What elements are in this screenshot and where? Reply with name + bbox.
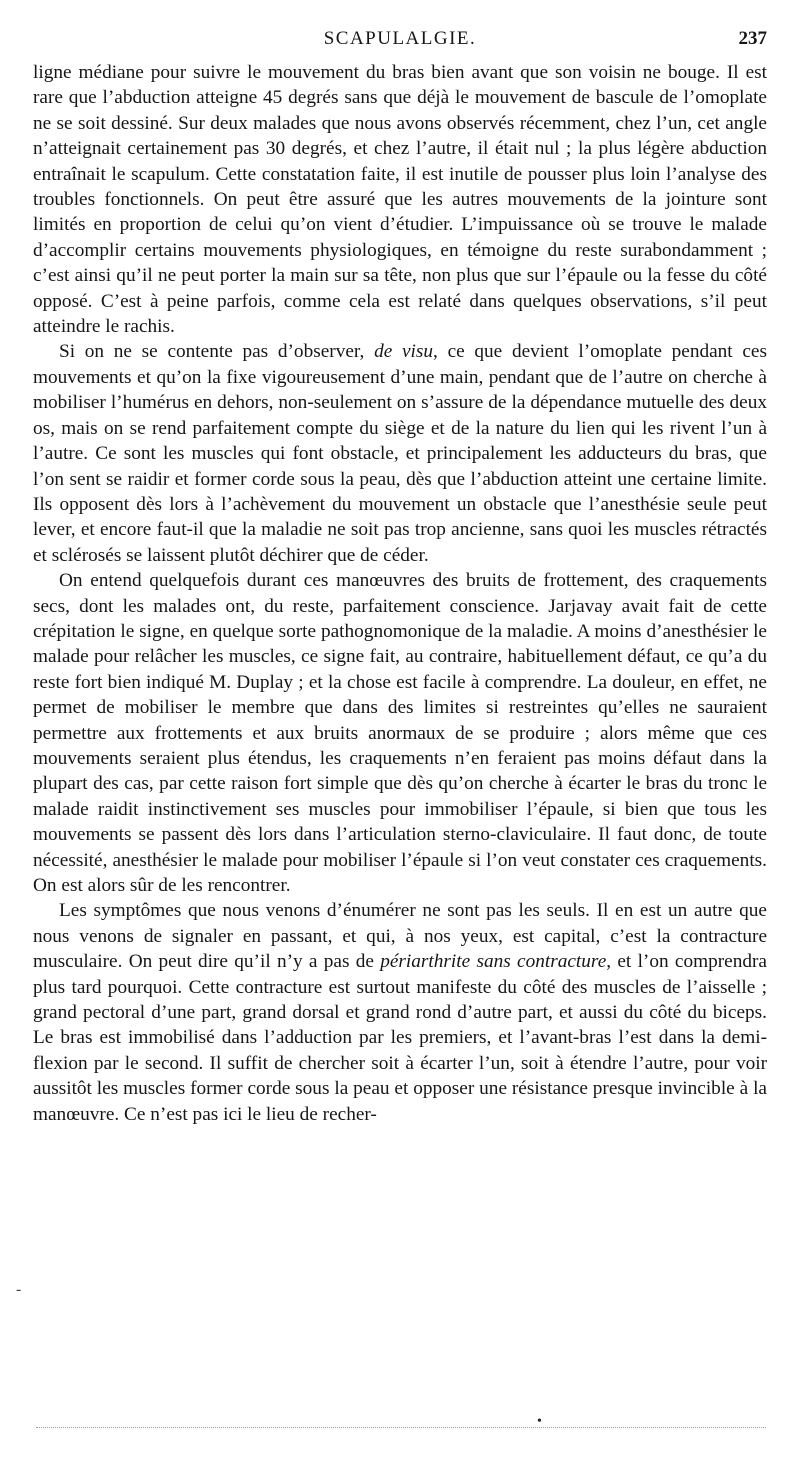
- footer-dotted-rule: [36, 1427, 766, 1428]
- paragraph-3: [33, 568, 767, 898]
- paragraph-2: [33, 339, 767, 568]
- margin-mark: -: [16, 1281, 22, 1298]
- text-run: ligne médiane pour suivre le mouvement du bras bien avant que son voisin ne bouge. Il est rare que l’abduction atteigne 45 degrés sans que déjà le mouvement de bascule de l’omoplate ne se soit dessiné. Sur deux malades que nous avons observés récemment, chez l’un, cet angle n’atteignait certainement pas 30 degrés, et chez l’autre, il était nul ; la plus légère abduction entraînait le scapulum. Cette constatation faite, il est inutile de pousser plus loin l’analyse des troubles fonctionnels. On peut être assuré que les autres mouvements de la jointure sont limités en proportion de celui qu’on vient d’étudier. L’impuissance où se trouve le malade d’accomplir certains mouvements physiologiques, en témoigne du reste surabondamment ; c’est ainsi qu’il ne peut porter la main sur sa tête, non plus que sur l’épaule ou la fesse du côté opposé. C’est à peine parfois, comme cela est relaté dans quelques observations, s’il peut atteindre le rachis.: [33, 62, 767, 338]
- text-run: On entend quelquefois durant ces manœuvres des bruits de frottement, des craquements secs, dont les malades ont, du reste, parfaitement conscience. Jarjavay avait fait de cette crépitation le signe, en quelque sorte pathognomonique de la maladie. A moins d’anesthésier le malade pour relâcher les muscles, ce signe fait, au contraire, habituellement défaut, ce qu’a du reste fort bien indiqué M. Duplay ; et la chose est facile à comprendre. La douleur, en effet, ne permet de mobiliser le membre que dans des limites si restreintes qu’elles ne sauraient permettre aux frottements et aux bruits anormaux de se produire ; alors même que ces mouvements seraient plus étendus, les craquements n’en feraient pas moins défaut dans la plupart des cas, par cette raison fort simple que dès qu’on cherche à écarter le bras du tronc le malade raidit instinctivement ses muscles pour immobiliser l’épaule, si bien que tous les mouvements se passent dès lors dans l’articulation sterno-claviculaire. Il faut donc, de toute nécessité, anesthésier le malade pour mobiliser l’épaule si l’on veut constater ces craquements. On est alors sûr de les rencontrer.: [33, 570, 767, 896]
- text-run: , et l’on comprendra plus tard pourquoi. Cette contracture est surtout manifeste du côté des muscles de l’aisselle ; grand pectoral d’une part, grand dorsal et grand rond d’autre part, et aussi du côté du biceps. Le bras est immobilisé dans l’adduction par les premiers, et l’avant-bras l’est dans la demi-flexion par le second. Il suffit de chercher soit à écarter l’un, soit à étendre l’autre, pour voir aussitôt les muscles former corde sous la peau et opposer une résistance presque invincible à la manœuvre. Ce n’est pas ici le lieu de recher-: [33, 951, 767, 1125]
- running-title: SCAPULALGIE.: [323, 28, 477, 49]
- italic-phrase: de visu: [374, 341, 434, 363]
- text-run: , ce que devient l’omoplate pendant ces mouvements et qu’on la fixe vigoureusement d’une main, pendant que de l’autre on cherche à mobiliser l’humérus en dehors, non-seulement on s’assure de la dépendance mutuelle des deux os, mais on se rend parfaitement compte du siège et de la nature du lien qui les rivent l’un à l’autre. Ce sont les muscles qui font obstacle, et principalement les adducteurs du bras, que l’on sent se raidir et former corde sous la peau, dès que l’abduction atteint une certaine limite. Ils opposent dès lors à l’achèvement du mouvement un obstacle que l’anesthésie seule peut lever, et encore faut-il que la maladie ne soit pas trop ancienne, sans quoi les muscles rétractés et sclérosés se laissent plutôt déchirer que de céder.: [33, 341, 767, 566]
- body-text: [33, 60, 767, 1127]
- page-header: [33, 26, 767, 52]
- book-page: [33, 26, 767, 1127]
- text-run: Si on ne se contente pas d’observer,: [59, 341, 375, 363]
- paragraph-4: [33, 898, 767, 1127]
- italic-phrase: périarthrite sans contracture: [380, 951, 607, 973]
- footer-dot: •: [537, 1414, 542, 1429]
- paragraph-1: [33, 60, 767, 339]
- text-run: Les symptômes que nous venons d’énumérer ne sont pas les seuls. Il en est un autre que nous venons de signaler en passant, et qui, à nos yeux, est capital, c’est la contracture musculaire. On peut dire qu’il n’y a pas de: [33, 900, 767, 973]
- page-number: 237: [738, 28, 767, 49]
